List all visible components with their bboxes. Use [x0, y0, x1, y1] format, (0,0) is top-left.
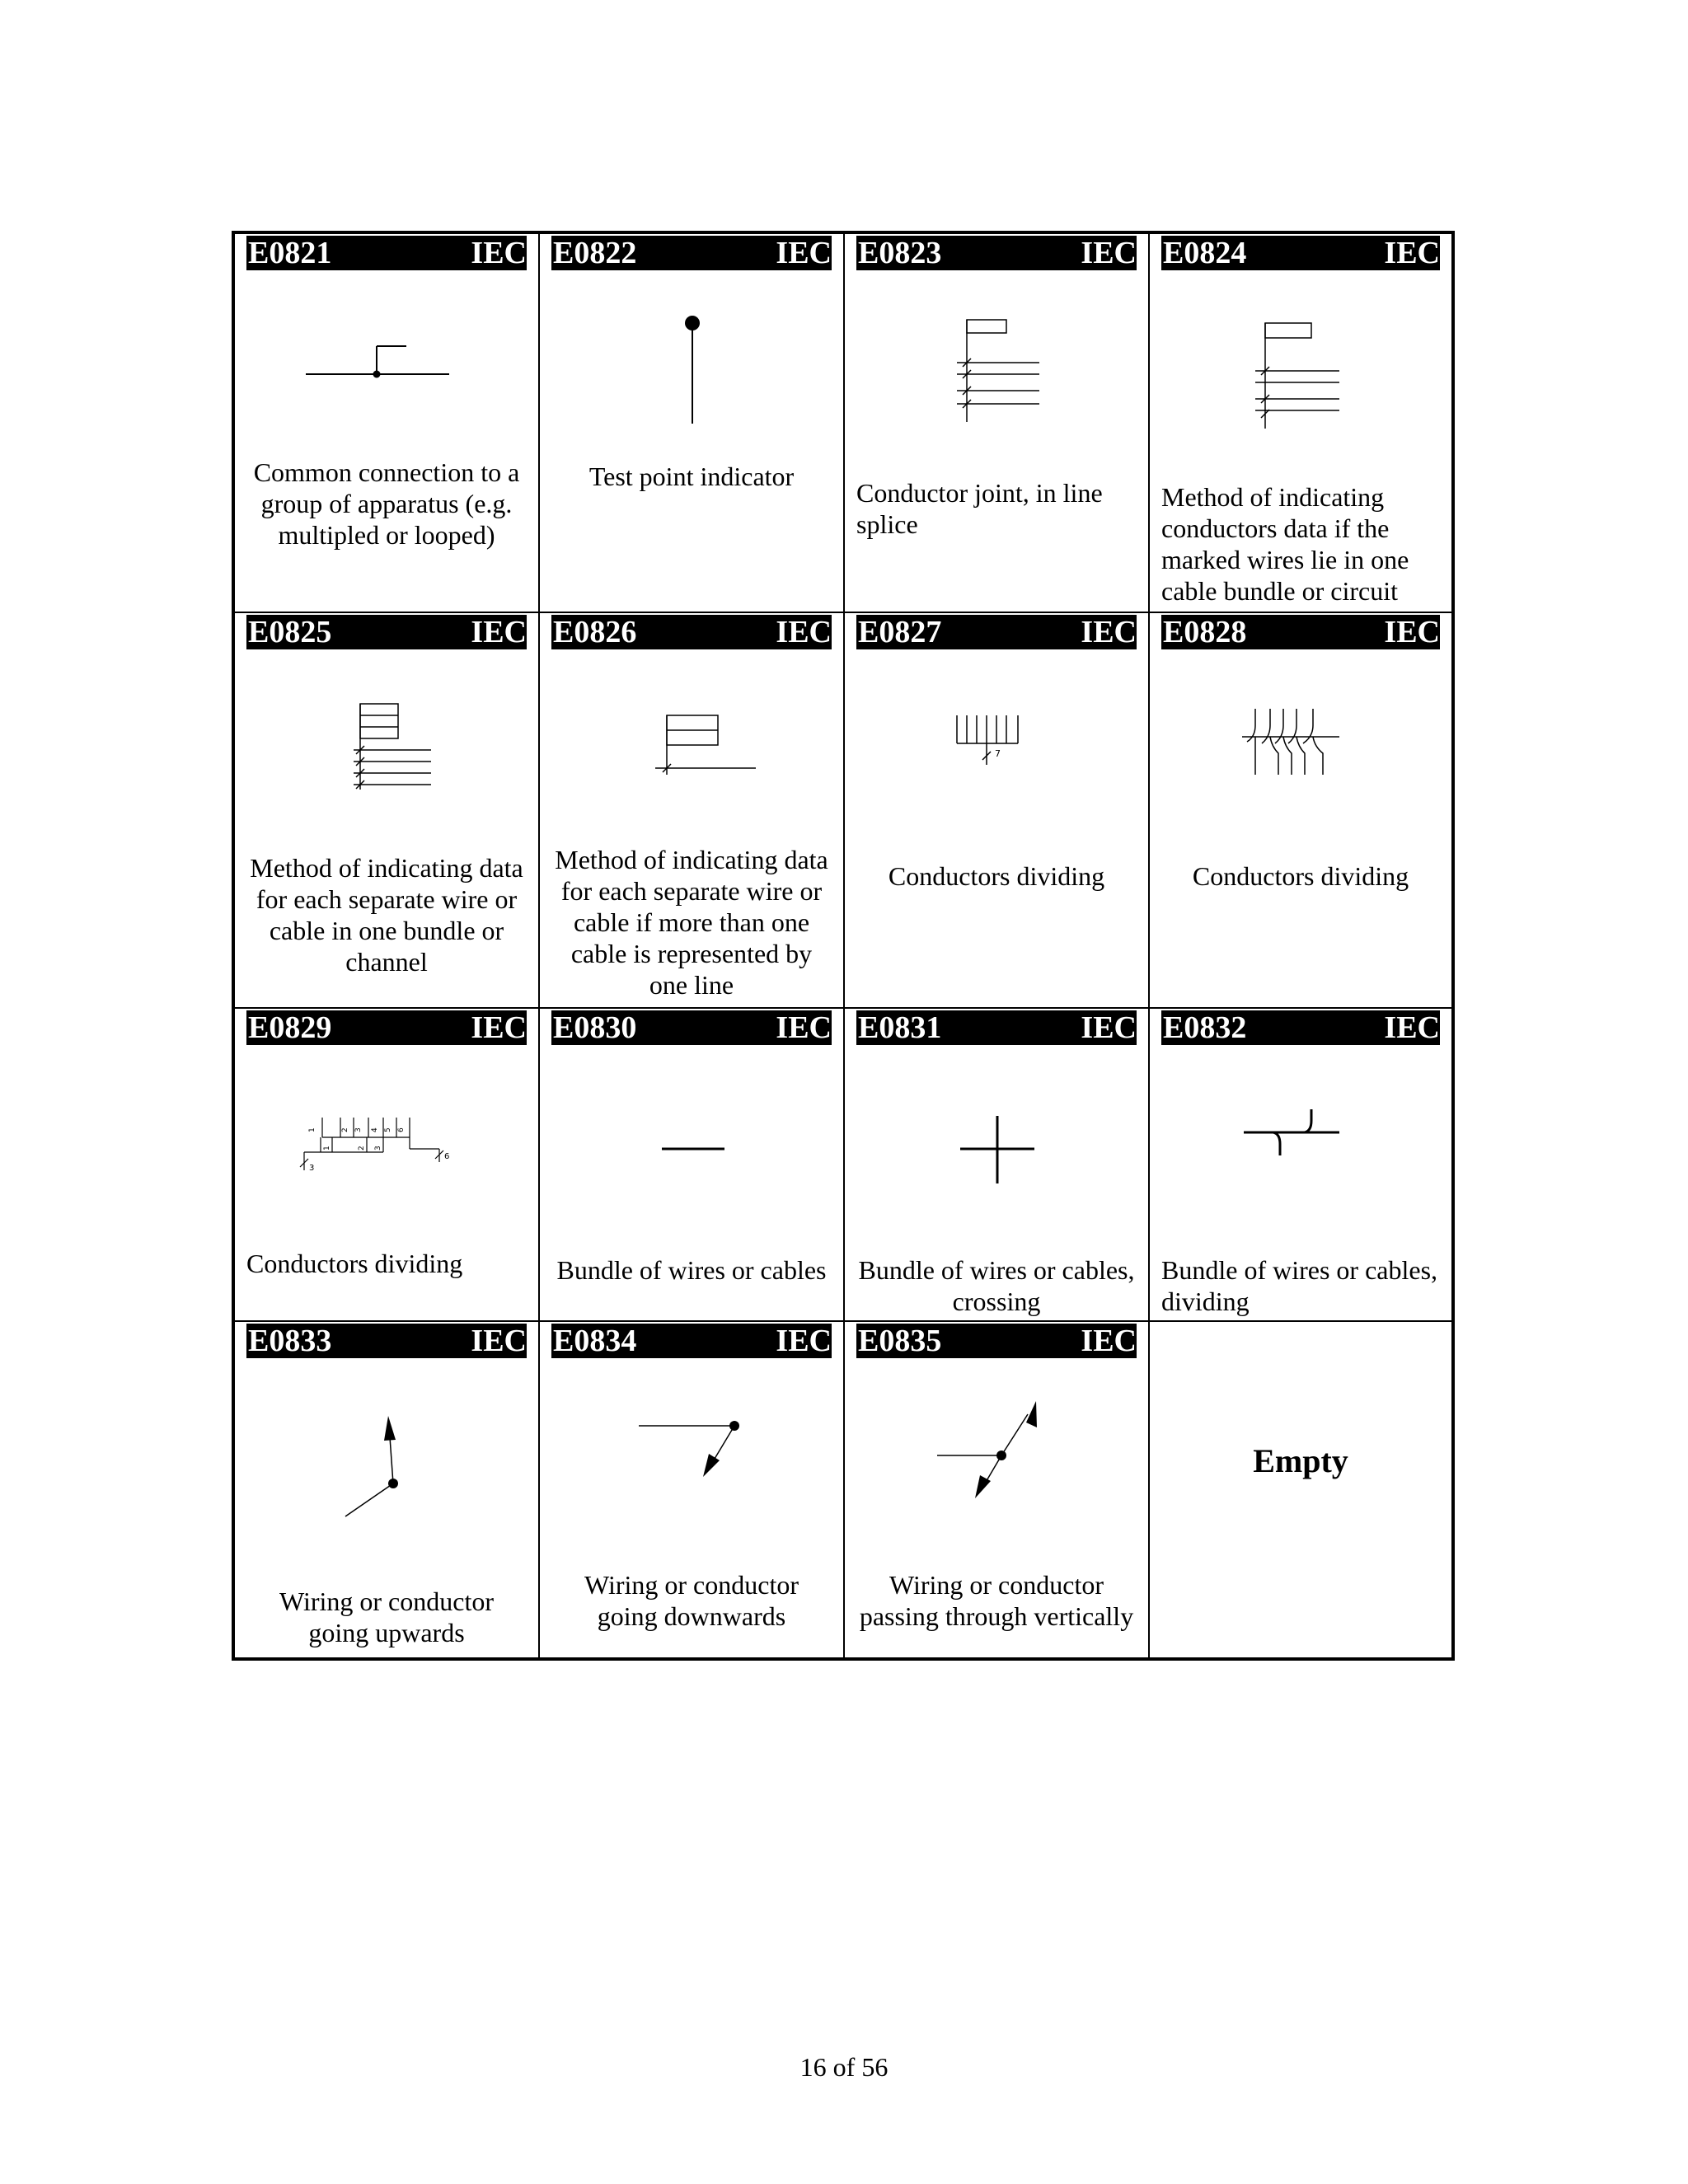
wire-number-label: 1 [308, 1127, 316, 1132]
symbol-description: Conductors dividing [888, 861, 1105, 891]
standard-label: IEC [1081, 1324, 1137, 1358]
symbol-table [232, 231, 1455, 1661]
symbol-code: E0823 [858, 236, 942, 270]
symbol-cell-e0828 [1150, 613, 1451, 1009]
symbol-cell-e0826 [540, 613, 845, 1009]
wire-number-label: 1 [323, 1146, 331, 1151]
wire-number-label: 3 [354, 1127, 363, 1132]
symbol-description: Method of indicating conductors data if the marked wires lie in one cable bundle or circuit [1161, 482, 1409, 606]
symbol-code: E0825 [248, 615, 332, 649]
symbol-cell-e0825 [235, 613, 540, 1009]
standard-label: IEC [1081, 1010, 1137, 1045]
standard-label: IEC [471, 1010, 527, 1045]
empty-label: Empty [1253, 1442, 1348, 1479]
symbol-cell-e0833 [235, 1322, 540, 1657]
symbol-cell-e0824 [1150, 234, 1451, 613]
symbol-cell-e0829 [235, 1009, 540, 1322]
wire-number-label: 4 [371, 1127, 379, 1132]
symbol-cell-e0835 [845, 1322, 1150, 1657]
symbol-description: Bundle of wires or cables, dividing [1161, 1255, 1438, 1316]
symbol-description: Bundle of wires or cables, crossing [858, 1255, 1135, 1316]
wiring-through-symbol [845, 1322, 1150, 1569]
symbol-description: Wiring or conductor going upwards [279, 1586, 494, 1647]
separate-wire-data-symbol [235, 613, 540, 860]
symbol-description: Bundle of wires or cables [556, 1255, 827, 1285]
conductors-dividing-numbered-symbol [235, 1009, 540, 1256]
standard-label: IEC [1384, 236, 1440, 270]
standard-label: IEC [471, 236, 527, 270]
symbol-cell-e0832 [1150, 1009, 1451, 1322]
bundle-data-symbol [1150, 234, 1451, 481]
standard-label: IEC [1384, 1010, 1440, 1045]
empty-cell [1150, 1322, 1451, 1657]
standard-label: IEC [471, 1324, 527, 1358]
wire-count-label: 6 [444, 1152, 450, 1161]
symbol-description: Conductor joint, in line splice [856, 478, 1103, 539]
standard-label: IEC [776, 1324, 832, 1358]
symbol-cell-e0823 [845, 234, 1150, 613]
symbol-code: E0834 [553, 1324, 637, 1358]
bundle-dividing-symbol [1150, 1009, 1451, 1256]
wire-number-label: 5 [384, 1127, 392, 1132]
symbol-code: E0827 [858, 615, 942, 649]
symbol-cell-e0822 [540, 234, 845, 613]
symbol-cell-e0830 [540, 1009, 845, 1322]
symbol-description: Conductors dividing [1192, 861, 1409, 891]
standard-label: IEC [1384, 615, 1440, 649]
symbol-description: Common connection to a group of apparatus (e.g. multipled or looped) [253, 457, 520, 550]
symbol-description: Method of indicating data for each separate wire or cable if more than one cable is represented by one line [555, 845, 828, 1000]
symbol-code: E0822 [553, 236, 637, 270]
symbol-description: Conductors dividing [246, 1249, 463, 1278]
symbol-code: E0824 [1163, 236, 1247, 270]
standard-label: IEC [471, 615, 527, 649]
conductors-dividing-symbol [845, 613, 1150, 860]
symbol-cell-e0831 [845, 1009, 1150, 1322]
single-line-data-symbol [540, 613, 845, 860]
common-connection-symbol [235, 234, 540, 481]
symbol-code: E0835 [858, 1324, 942, 1358]
standard-label: IEC [1081, 236, 1137, 270]
symbol-code: E0832 [1163, 1010, 1247, 1045]
wire-count-label: 3 [309, 1164, 315, 1173]
symbol-code: E0830 [553, 1010, 637, 1045]
wiring-upwards-symbol [235, 1322, 540, 1569]
symbol-description: Wiring or conductor passing through vertically [859, 1570, 1134, 1631]
page-number: 16 of 56 [799, 2052, 889, 2082]
symbol-code: E0831 [858, 1010, 942, 1045]
wiring-downwards-symbol [540, 1322, 845, 1569]
inline-splice-symbol [845, 234, 1150, 481]
bundle-crossing-symbol [845, 1009, 1150, 1256]
standard-label: IEC [776, 236, 832, 270]
conductors-dividing-curved-symbol [1150, 613, 1451, 860]
symbol-code: E0828 [1163, 615, 1247, 649]
wire-number-label: 2 [341, 1127, 349, 1132]
symbol-code: E0821 [248, 236, 332, 270]
symbol-code: E0826 [553, 615, 637, 649]
wire-number-label: 3 [374, 1146, 382, 1151]
test-point-symbol [540, 234, 845, 481]
bundle-symbol [540, 1009, 845, 1256]
wire-count-label: 7 [995, 748, 1001, 759]
wire-number-label: 2 [358, 1146, 366, 1151]
symbol-cell-e0834 [540, 1322, 845, 1657]
symbol-cell-e0821 [235, 234, 540, 613]
standard-label: IEC [1081, 615, 1137, 649]
wire-number-label: 6 [397, 1127, 406, 1132]
standard-label: IEC [776, 615, 832, 649]
symbol-cell-e0827 [845, 613, 1150, 1009]
symbol-description: Wiring or conductor going downwards [584, 1570, 799, 1631]
symbol-description: Test point indicator [588, 462, 795, 491]
standard-label: IEC [776, 1010, 832, 1045]
symbol-code: E0833 [248, 1324, 332, 1358]
symbol-code: E0829 [248, 1010, 332, 1045]
symbol-description: Method of indicating data for each separate wire or cable in one bundle or channel [250, 853, 523, 977]
